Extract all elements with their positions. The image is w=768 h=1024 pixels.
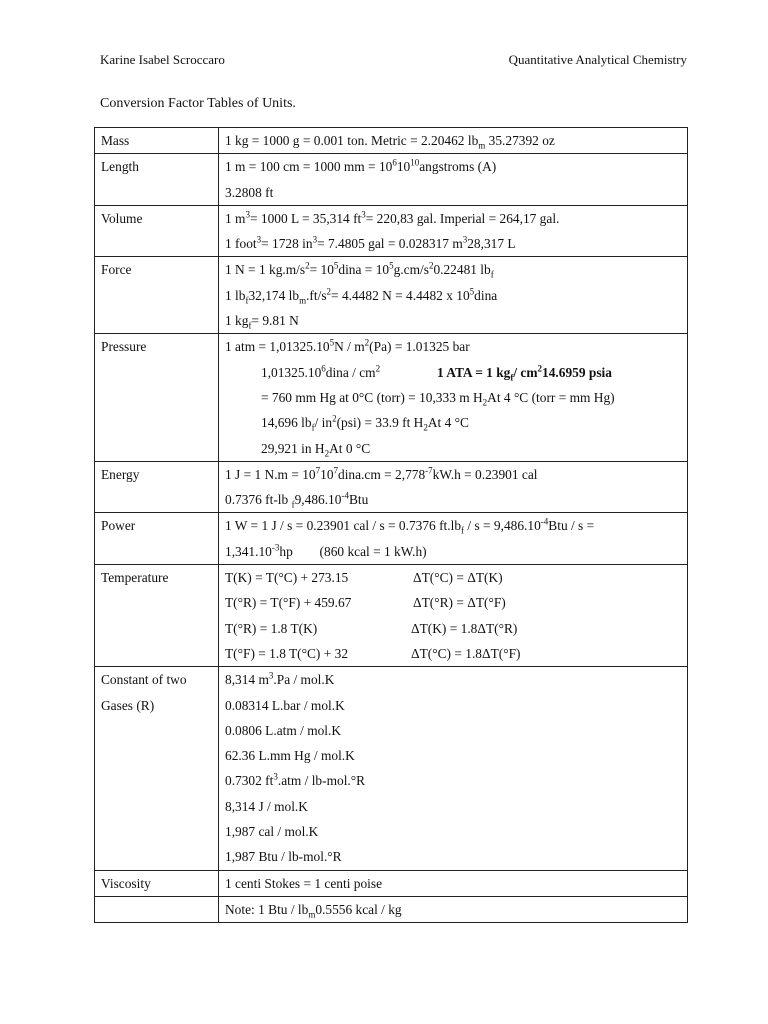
conversion-line: 1 m = 100 cm = 1000 mm = $10^610^{10}angstroms$ (A): [225, 157, 497, 175]
conversion-cell: [219, 257, 688, 334]
conversion-line: 8,314 J / mol.K: [225, 798, 308, 814]
conversion-line: 3.2808 ft: [225, 184, 274, 200]
conversion-line: 0.08314 L.bar / mol.K: [225, 697, 345, 713]
quantity-label: Energy: [95, 461, 219, 513]
row-temperature: [95, 565, 688, 667]
quantity-label: Power: [95, 513, 219, 565]
row-energy: [95, 461, 688, 513]
conversion-line: 1 foot$^3$= 1728 $in^3= 7.4805$ gal = 0.028317 $m^328,317$ L: [225, 234, 516, 252]
conversion-cell: [219, 565, 688, 667]
conversion-line: T(°F) = 1.8 T(°C) + 32 ΔT(°C) = 1.8ΔT(°F): [225, 645, 521, 661]
conversion-line: 1,01325.10$^6$dina / $cm^2$ 1 ATA = 1 $kg_f/$ $cm^214.6959$ psia: [261, 363, 612, 383]
conversion-line: 0.7302 $ft^3.atm / lb-mol.^\circ R$: [225, 771, 366, 789]
conversion-line: T(°R) = 1.8 T(K) ΔT(K) = 1.8ΔT(°R): [225, 620, 518, 636]
quantity-label: Length: [95, 154, 219, 206]
conversion-line: 1 $kg_f= 9.81$ N: [225, 313, 299, 331]
conversion-line: 1 W = 1 J / s = 0.23901 cal / s = 0.7376 $ft.lb_f / s = 9,486.10^{-4}Btu / s$ =: [225, 516, 595, 537]
row-mass: [95, 128, 688, 154]
conversion-line: T(K) = T(°C) + 273.15 ΔT(°C) = ΔT(K): [225, 570, 503, 586]
row-volume: [95, 205, 688, 257]
conversion-line: 8,314 $m^3.Pa / mol.K$: [225, 670, 335, 688]
row-note: [95, 896, 688, 922]
quantity-label: Viscosity: [95, 870, 219, 896]
conversion-line: 0.7376 ft-lb $_f9,486.10^{-4}Btu$: [225, 490, 369, 510]
quantity-label: Pressure: [95, 334, 219, 461]
conversion-line: 1 centi Stokes = 1 centi poise: [225, 875, 383, 891]
conversion-line: = 760 mm Hg at 0°C (torr) = 10,333 m $H_2At$ 4 °C (torr = mm Hg): [261, 389, 615, 408]
conversion-line: 14,696 $lb_f/$ $in^2(psi) = 33.9$ ft $H_2At$ 4 °C: [261, 413, 469, 433]
conversion-cell: [219, 334, 688, 461]
conversion-cell: [219, 667, 688, 870]
conversion-cell: [219, 870, 688, 896]
document-title: Conversion Factor Tables of Units.: [100, 96, 296, 111]
conversion-line: 1 N = 1 $kg.m/s^2=$ $10^5dina = 10^5g.cm/s^20.22481$ $lb_f$: [225, 261, 494, 281]
conversion-cell: [219, 154, 688, 206]
quantity-label: Constant of two Gases (R): [95, 667, 219, 870]
quantity-label: Volume: [95, 205, 219, 257]
conversion-line: 1,987 cal / mol.K: [225, 824, 319, 840]
conversion-cell: [219, 205, 688, 257]
conversion-line: 1 atm = $1,01325.10^5N / m^2(Pa) = 1.01325$ bar: [225, 337, 470, 355]
row-gas-constant: [95, 667, 688, 870]
header-author: Karine Isabel Scroccaro: [100, 52, 225, 67]
conversion-table: [94, 127, 688, 923]
quantity-label: [95, 896, 219, 922]
row-viscosity: [95, 870, 688, 896]
conversion-line: 1 J = 1 $N.m = 10^710^7dina.cm = 2,778^{-7}kW.h = 0.23901$ cal: [225, 465, 538, 482]
row-force: [95, 257, 688, 334]
conversion-cell: [219, 128, 688, 154]
conversion-line: 1 $m^3= 1000$ L = 35,314 $ft^3= 220,83$ gal. Imperial = 264,17 gal.: [225, 209, 560, 226]
conversion-line: 1 kg = 1000 g = 0.001 ton. Metric = 2.20462 $lb_m$ 35.27392 oz: [225, 133, 555, 151]
conversion-line: T(°R) = T(°F) + 459.67 ΔT(°R) = ΔT(°F): [225, 595, 506, 611]
conversion-line: 1,987 Btu / lb-mol.°R: [225, 849, 342, 865]
conversion-cell: [219, 513, 688, 565]
quantity-label: Temperature: [95, 565, 219, 667]
conversion-cell: [219, 461, 688, 513]
row-power: [95, 513, 688, 565]
conversion-line: 1 $lb_f32,174$ $lb_m.ft/s^2= 4.4482$ N = 4.4482 x $10^5dina$: [225, 286, 498, 306]
note-line: Note: 1 Btu / $lb_m0.5556$ kcal / kg: [225, 901, 402, 920]
conversion-line: 62.36 L.mm Hg / mol.K: [225, 748, 355, 764]
row-length: [95, 154, 688, 206]
conversion-line: 0.0806 L.atm / mol.K: [225, 722, 342, 738]
quantity-label: Mass: [95, 128, 219, 154]
row-pressure: [95, 334, 688, 461]
header-course: Quantitative Analytical Chemistry: [508, 52, 687, 67]
conversion-line: $1,341.10^{-3}hp$ (860 kcal = 1 kW.h): [225, 542, 427, 559]
quantity-label: Force: [95, 257, 219, 334]
conversion-cell: [219, 896, 688, 922]
conversion-line: 29,921 in $H_2At$ 0 °C: [261, 440, 371, 459]
